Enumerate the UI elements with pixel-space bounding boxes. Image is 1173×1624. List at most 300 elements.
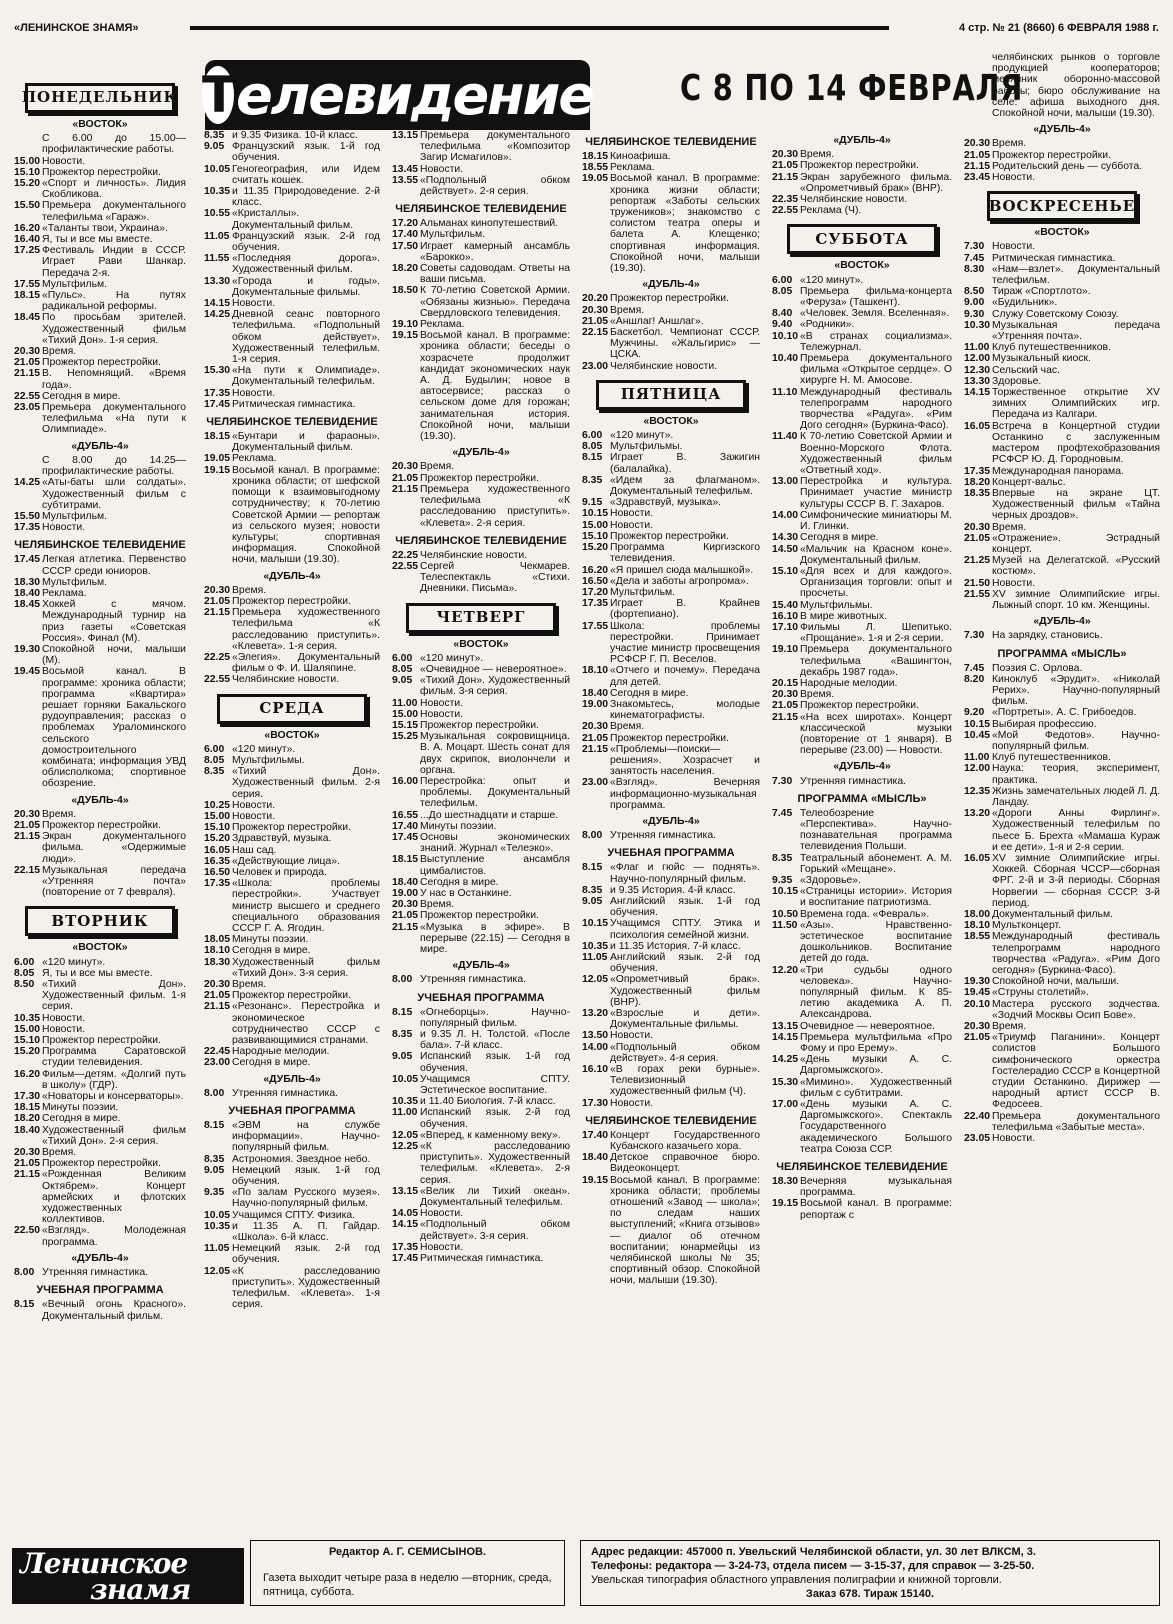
program-entry: [582, 508, 760, 519]
program-title: «Взгляд». Молодежная программа.: [42, 1225, 186, 1248]
program-time: 17.35: [964, 465, 991, 477]
channel-heading: ЧЕЛЯБИНСКОЕ ТЕЛЕВИДЕНИЕ: [14, 539, 186, 552]
program-title: Новости.: [992, 241, 1036, 253]
program-entry: [204, 979, 380, 990]
program-title: Премьера документального фильма «Открытое сердце». О хирурге Н. М. Амосове.: [800, 353, 952, 387]
program-time: 8.05: [392, 663, 413, 675]
program-entry: [582, 542, 760, 564]
program-title: В. Непомнящий. «Время года».: [42, 368, 186, 391]
program-entry: [964, 466, 1160, 477]
program-title: «Вперед, к каменному веку».: [420, 1129, 561, 1141]
program-title: Новости.: [610, 508, 654, 520]
section-title: [202, 60, 593, 130]
program-title: Время.: [420, 899, 455, 911]
program-title: Я, ты и все мы вместе.: [42, 967, 153, 979]
program-title: Немецкий язык. 1-й год обучения.: [232, 1164, 380, 1188]
program-title: Учащимся СПТУ. Этика и психология семейной жизни.: [610, 918, 760, 941]
program-title: Торжественное открытие XV зимних Олимпийских игр. Передача из Калгари.: [992, 387, 1160, 421]
program-time: 20.30: [14, 1147, 41, 1159]
program-entry: [204, 208, 380, 230]
program-title: Детское справочное бюро. Видеоконцерт.: [610, 1152, 760, 1175]
program-entry: [14, 588, 186, 599]
program-entry: [964, 920, 1160, 931]
program-time: 16.35: [204, 855, 231, 867]
program-time: 18.45: [14, 312, 41, 324]
program-entry: [204, 934, 380, 945]
program-title: Время.: [232, 979, 267, 991]
program-title: «Тихий Дон». Художественный фильм. 3-я серия.: [420, 675, 570, 698]
program-time: 19.15: [392, 330, 419, 342]
program-time: 15.40: [772, 599, 799, 611]
program-title: Экран зарубежного фильма. «Опрометчивый брак» (ВНР).: [800, 171, 952, 194]
program-title: Выбирая профессию.: [992, 718, 1097, 730]
program-time: 23.00: [204, 1057, 231, 1069]
program-title: Прожектор перестройки.: [420, 910, 539, 922]
program-entry: [964, 264, 1160, 286]
program-entry: [392, 1186, 570, 1208]
program-title: Родительский день — суббота.: [992, 160, 1143, 172]
program-time: 19.15: [204, 464, 231, 476]
program-entry: [582, 520, 760, 531]
channel-heading: ЧЕЛЯБИНСКОЕ ТЕЛЕВИДЕНИЕ: [585, 136, 757, 148]
program-time: 21.05: [14, 357, 41, 369]
program-time: 17.55: [14, 278, 41, 290]
day-heading: ПОНЕДЕЛЬНИК: [25, 83, 175, 113]
program-time: 20.15: [772, 677, 799, 689]
program-time: 20.30: [964, 138, 991, 150]
program-entry: [964, 365, 1160, 376]
program-title: Время.: [232, 584, 267, 596]
program-title: «Нам—взлет». Документальный телефильм.: [992, 263, 1160, 287]
program-entry: [582, 565, 760, 576]
program-title: Перестройка: опыт и проблемы. Документальный телефильм.: [420, 775, 570, 810]
program-title: «Я пришел сюда малышкой».: [610, 564, 754, 576]
program-entry: [772, 1032, 952, 1054]
program-title: «Последняя дорога». Художественный фильм.: [232, 253, 380, 276]
program-time: 15.10: [14, 1035, 41, 1047]
program-entry: [392, 810, 570, 821]
program-time: 18.15: [204, 431, 231, 443]
program-title: Восьмой канал. В программе: хроника жизни области; репортаж «Заботы сельских тружеников»; знакомство с солистом театра оперы и балета А. Клещенко; спортивная информация. Спокойной ночи, малыши (19.30).: [610, 173, 760, 275]
program-time: 22.40: [964, 1110, 991, 1122]
program-title: Испанский язык. 1-й год обучения.: [420, 1051, 570, 1074]
program-title: Человек и природа.: [232, 866, 327, 878]
program-time: 19.30: [14, 643, 41, 655]
program-entry: [772, 776, 952, 787]
program-title: Музыкальная передача «Утренняя почта» (повторение от 7 февраля).: [42, 864, 186, 899]
program-time: 8.35: [582, 884, 603, 896]
program-time: 14.25: [204, 309, 231, 321]
program-time: 21.05: [204, 990, 231, 1002]
program-time: 20.30: [204, 979, 231, 991]
day-heading: ЧЕТВЕРГ: [406, 603, 556, 633]
program-entry: [14, 178, 186, 200]
program-entry: [204, 130, 380, 141]
program-title: «Опрометчивый брак». Художественный фильм (ВНР).: [610, 974, 760, 1008]
program-entry: [204, 833, 380, 844]
program-entry: [14, 820, 186, 831]
program-title: Основы экономических знаний. Журнал «Телеэко».: [420, 831, 570, 855]
program-entry: [204, 755, 380, 766]
program-entry: [582, 576, 760, 587]
program-title: Наука: теория, эксперимент, практика.: [992, 763, 1160, 786]
program-title: Новости.: [610, 1030, 654, 1042]
channel-heading: «ДУБЛЬ-4»: [833, 134, 891, 146]
program-entry: [392, 285, 570, 319]
program-entry: [14, 979, 186, 1013]
program-time: 23.00: [582, 360, 609, 372]
program-time: 14.00: [582, 1041, 609, 1053]
program-title: Время.: [42, 808, 77, 820]
program-entry: [14, 1169, 186, 1225]
program-entry: [204, 607, 380, 652]
program-title: «120 минут».: [800, 274, 864, 286]
program-title: Новости.: [42, 155, 86, 167]
program-entry: [392, 1029, 570, 1051]
program-entry: [392, 561, 570, 595]
program-time: 17.20: [582, 586, 609, 598]
program-title: и 11.35 Природоведение. 2-й класс.: [232, 186, 380, 209]
program-entry: [204, 465, 380, 566]
program-title: «Страницы истории». История и воспитание патриотизма.: [800, 886, 952, 909]
program-title: «Пульс». На путях радикальной реформы.: [42, 290, 186, 313]
program-time: 7.30: [772, 775, 793, 787]
program-time: 6.00: [392, 652, 413, 664]
program-time: 17.35: [392, 1241, 419, 1253]
program-title: «Взрослые и дети». Документальные фильмы.: [610, 1008, 760, 1031]
program-entry: [964, 387, 1160, 421]
program-title: Реклама.: [610, 162, 655, 174]
program-time: 22.55: [204, 674, 231, 686]
program-title: Сегодня в мире.: [42, 390, 121, 402]
program-entry: [582, 430, 760, 441]
program-title: Время.: [992, 521, 1027, 533]
program-time: 10.10: [772, 330, 799, 342]
program-entry: [964, 730, 1160, 752]
program-entry: [392, 241, 570, 263]
program-time: 20.30: [964, 521, 991, 533]
program-entry: [772, 700, 952, 711]
program-title: Челябинские новости.: [232, 674, 340, 686]
program-entry: [204, 298, 380, 309]
program-time: 16.40: [14, 234, 41, 246]
program-entry: [964, 931, 1160, 976]
program-entry: [14, 455, 186, 477]
program-entry: [392, 664, 570, 675]
program-entry: [204, 1046, 380, 1057]
program-time: 16.00: [392, 775, 419, 787]
program-time: 8.50: [14, 979, 35, 991]
program-time: 16.50: [204, 866, 231, 878]
program-title: Я, ты и все мы вместе.: [42, 234, 153, 246]
program-entry: [14, 1091, 186, 1102]
channel-heading: УЧЕБНАЯ ПРОГРАММА: [607, 847, 735, 860]
program-entry: [964, 987, 1160, 998]
program-title: Мультфильм.: [42, 278, 108, 290]
program-time: 22.50: [14, 1225, 41, 1237]
program-entry: [14, 644, 186, 666]
program-time: 9.05: [392, 675, 413, 687]
program-time: 10.15: [964, 718, 991, 730]
channel-heading: «ДУБЛЬ-4»: [1033, 123, 1091, 136]
program-title: Новости.: [420, 697, 464, 709]
program-title: Сегодня в мире.: [420, 876, 499, 888]
program-time: 20.30: [14, 346, 41, 358]
program-entry: [582, 587, 760, 598]
program-title: «Вечный огонь Красного». Документальный фильм.: [42, 1299, 186, 1322]
program-title: Сегодня в мире.: [610, 687, 689, 699]
program-entry: [204, 1088, 380, 1099]
channel-heading: ЧЕЛЯБИНСКОЕ ТЕЛЕВИДЕНИЕ: [776, 1161, 948, 1174]
program-time: 9.05: [204, 141, 225, 153]
program-entry: [14, 599, 186, 644]
program-time: 23.45: [964, 172, 991, 184]
channel-heading: «ДУБЛЬ-4»: [71, 439, 129, 452]
phones: Телефоны: редактора — 3-24-73, отдела писем — 3-15-37, для справок — 3-25-50.: [591, 1560, 1035, 1572]
program-entry: [964, 1032, 1160, 1110]
program-title: и 11.40 Биология. 7-й класс.: [420, 1096, 556, 1108]
program-title: и 11.35 История. 7-й класс.: [610, 940, 741, 952]
program-title: Ритмическая гимнастика.: [992, 252, 1116, 264]
program-title: Фильм—детям. «Долгий путь в школу» (ГДР).: [42, 1068, 186, 1091]
program-title: Сельский час.: [992, 364, 1060, 376]
program-time: 14.25: [14, 477, 41, 489]
program-title: Телеобозрение «Перспектива». Научно-познавательная программа телевидения Польши.: [800, 807, 952, 853]
program-entry: [14, 346, 186, 357]
program-entry: [14, 957, 186, 968]
program-time: 16.05: [964, 853, 991, 864]
logo-line-1: Ленинское: [20, 1547, 188, 1580]
channel-heading: «ВОСТОК»: [72, 941, 128, 954]
program-entry: [14, 1225, 186, 1247]
program-time: 17.45: [14, 554, 41, 566]
program-time: 18.00: [964, 909, 991, 921]
program-title: Народные мелодии.: [232, 1046, 330, 1058]
program-title: Мультконцерт.: [992, 920, 1061, 932]
program-entry: [582, 621, 760, 666]
program-entry: [964, 1133, 1160, 1144]
program-entry: [392, 888, 570, 899]
program-title: «Взгляд». Вечерняя информационно-музыкальная программа.: [610, 777, 760, 811]
program-entry: [772, 275, 952, 286]
program-title: Программа Киргизского телевидения.: [610, 542, 760, 565]
program-time: 17.45: [204, 398, 231, 410]
program-entry: [392, 484, 570, 529]
program-time: 10.35: [582, 940, 609, 952]
program-entry: [964, 707, 1160, 718]
program-time: 13.20: [582, 1008, 609, 1020]
program-time: 22.35: [772, 194, 799, 206]
program-entry: [772, 808, 952, 853]
program-time: 14.25: [772, 1054, 799, 1066]
program-entry: [14, 1299, 186, 1321]
day-heading: ВОСКРЕСЕНЬЕ: [987, 191, 1137, 221]
program-entry: [582, 699, 760, 721]
program-title: Альманах кинопутешествий.: [420, 218, 559, 230]
program-time: 8.35: [392, 1029, 413, 1041]
program-entry: [772, 205, 952, 216]
program-title: Мультфильм.: [420, 229, 486, 241]
program-entry: [582, 151, 760, 162]
program-entry: [14, 522, 186, 533]
program-title: «Здоровье».: [800, 874, 861, 886]
program-entry: [14, 477, 186, 511]
program-entry: [204, 957, 380, 979]
column-5: [772, 130, 952, 1540]
program-time: 15.50: [14, 510, 41, 522]
program-time: 10.35: [392, 1096, 419, 1108]
program-time: 21.25: [964, 555, 991, 567]
channel-heading: «ДУБЛЬ-4»: [263, 569, 321, 582]
program-time: 17.20: [392, 218, 419, 230]
program-time: 17.40: [392, 820, 419, 832]
program-entry: [392, 1219, 570, 1241]
program-time: 17.25: [14, 245, 41, 257]
program-title: «Мимино». Художественный фильм с субтитрами.: [800, 1076, 952, 1099]
program-title: Восьмой канал. В программе: хроника области; проблемы отношений «Завод — школа»; по следам наших выступлений; «Книга отзывов» — диалог об отечном воспитании; юнармейцы из челябинской школы № 35; спортивный обзор. Спокойной ночи, малыши (19.30).: [610, 1174, 760, 1287]
program-entry: [582, 1152, 760, 1174]
program-entry: [772, 319, 952, 330]
program-time: 20.30: [772, 689, 799, 701]
program-time: 19.10: [772, 644, 799, 656]
program-entry: [14, 290, 186, 312]
program-title: Программа Саратовской студии телевидения.: [42, 1046, 186, 1069]
program-time: 18.10: [964, 920, 991, 932]
program-title: «Мой Федотов». Научно-популярный фильм.: [992, 729, 1160, 752]
program-entry: [392, 330, 570, 442]
program-time: 8.00: [204, 1087, 225, 1099]
program-time: 7.30: [964, 630, 985, 642]
program-title: «Аншлаг! Аншлаг».: [610, 315, 704, 327]
program-title: «Тихий Дон». Художественный фильм. 2-я серия.: [232, 766, 380, 800]
program-time: 18.40: [582, 687, 609, 699]
program-time: 6.00: [772, 274, 793, 286]
program-title: Легкая атлетика. Первенство СССР среди юниоров.: [42, 554, 186, 577]
program-time: 9.05: [392, 1051, 413, 1063]
program-entry: [14, 234, 186, 245]
program-title: Учащимся СПТУ. Физика.: [232, 1209, 356, 1221]
program-title: и 11.35 А. П. Гайдар. «Школа». 6-й класс.: [232, 1220, 380, 1244]
program-time: 18.40: [14, 587, 41, 599]
date-range: С 8 ПО 14 ФЕВРАЛЯ: [680, 68, 1024, 109]
program-entry: [392, 731, 570, 776]
program-time: 18.40: [582, 1152, 609, 1164]
program-entry: [772, 1054, 952, 1076]
program-entry: [204, 1187, 380, 1209]
program-time: 11.00: [392, 697, 418, 709]
program-entry: [964, 578, 1160, 589]
program-title: Мультфильм.: [610, 586, 676, 598]
program-title: Минуты поэзии.: [232, 934, 309, 946]
program-time: 17.00: [772, 1099, 799, 1111]
channel-heading: «ДУБЛЬ-4»: [642, 814, 700, 827]
program-title: Сегодня в мире.: [232, 1057, 311, 1069]
program-time: 8.00: [14, 1267, 35, 1279]
program-time: 10.35: [204, 1220, 231, 1232]
program-entry: [964, 786, 1160, 808]
program-time: 21.15: [14, 1169, 41, 1181]
program-title: Новости.: [232, 799, 276, 811]
program-title: Прожектор перестройки.: [232, 822, 351, 834]
program-title: «120 минут».: [42, 956, 106, 968]
program-time: 12.30: [964, 364, 991, 376]
program-time: 17.35: [204, 387, 231, 399]
program-title: «Проблемы—поиски—решения». Хозрасчет и занятость населения.: [610, 743, 760, 778]
channel-heading: «ДУБЛЬ-4»: [642, 278, 700, 291]
program-entry: [204, 431, 380, 453]
program-title: «120 минут».: [610, 430, 674, 442]
program-time: 18.30: [14, 576, 41, 588]
program-entry: [204, 596, 380, 607]
program-entry: [964, 297, 1160, 308]
editor-name: Редактор А. Г. СЕМИСЫНОВ.: [328, 1546, 487, 1558]
program-entry: [14, 223, 186, 234]
program-title: Международный фестиваль телепрограмм народного творчества «Радуга». «Рим Дого сегодня» (Буркина-Фасо).: [800, 386, 952, 432]
program-entry: [964, 533, 1160, 555]
program-time: 9.40: [772, 319, 793, 331]
program-entry: [14, 554, 186, 576]
program-entry: [582, 885, 760, 896]
program-entry: [964, 663, 1160, 674]
program-time: 22.25: [392, 549, 419, 561]
program-time: 13.30: [964, 375, 991, 387]
program-title: Новости.: [420, 1208, 464, 1220]
program-title: Премьера художественного телефильма «К расследованию приступить». «Клевета». 2-я серия.: [420, 483, 570, 529]
program-time: 13.45: [392, 163, 419, 175]
program-entry: [964, 488, 1160, 522]
program-entry: [204, 811, 380, 822]
program-time: 22.15: [14, 864, 41, 876]
program-title: Здоровье.: [992, 375, 1042, 387]
program-entry: [204, 309, 380, 365]
program-entry: [14, 402, 186, 436]
program-title: «Велик ли Тихий океан». Документальный телефильм.: [420, 1185, 570, 1209]
program-title: Реклама.: [42, 587, 87, 599]
program-title: «120 минут».: [232, 743, 296, 755]
program-entry: [964, 630, 1160, 641]
program-entry: [772, 476, 952, 510]
program-title: челябинских рынков о торговле продукцией кооператоров; месячник оборонно-массовой работы; бюро обслуживание на селе: афиша выходного дня. Спокойной ночи, малыши (19.30).: [992, 52, 1160, 120]
program-entry: [14, 368, 186, 390]
order-info: Заказ 678. Тираж 15140.: [805, 1588, 935, 1600]
program-title: «Кристаллы». Документальный фильм.: [232, 208, 353, 231]
program-entry: [392, 910, 570, 921]
channel-heading: «ДУБЛЬ-4»: [263, 1072, 321, 1085]
program-title: Клуб путешественников.: [992, 752, 1111, 764]
program-title: «Очевидное — невероятное».: [420, 663, 567, 675]
program-title: Премьера мультфильма «Про Фому и про Ерему».: [800, 1031, 952, 1055]
program-entry: [582, 293, 760, 304]
program-entry: [964, 477, 1160, 488]
program-time: 12.35: [964, 785, 991, 797]
program-time: 16.20: [14, 1068, 41, 1080]
program-time: 21.05: [392, 910, 419, 922]
program-entry: [964, 752, 1160, 763]
program-title: и 9.35 История. 4-й класс.: [610, 884, 736, 896]
program-title: Новости.: [992, 577, 1036, 589]
program-title: Новости.: [992, 1133, 1036, 1145]
program-time: 8.35: [204, 130, 225, 141]
program-title: Художественный фильм «Тихий Дон». 3-я серия.: [232, 956, 380, 979]
channel-heading: «ДУБЛЬ-4»: [71, 793, 129, 806]
title-rest: елевидение: [236, 63, 593, 127]
program-entry: [582, 1064, 760, 1098]
program-time: 15.20: [582, 542, 609, 554]
program-title: Ритмическая гимнастика.: [420, 1253, 544, 1265]
day-heading: СРЕДА: [217, 694, 367, 724]
program-entry: [204, 766, 380, 800]
program-time: 21.15: [964, 160, 991, 172]
